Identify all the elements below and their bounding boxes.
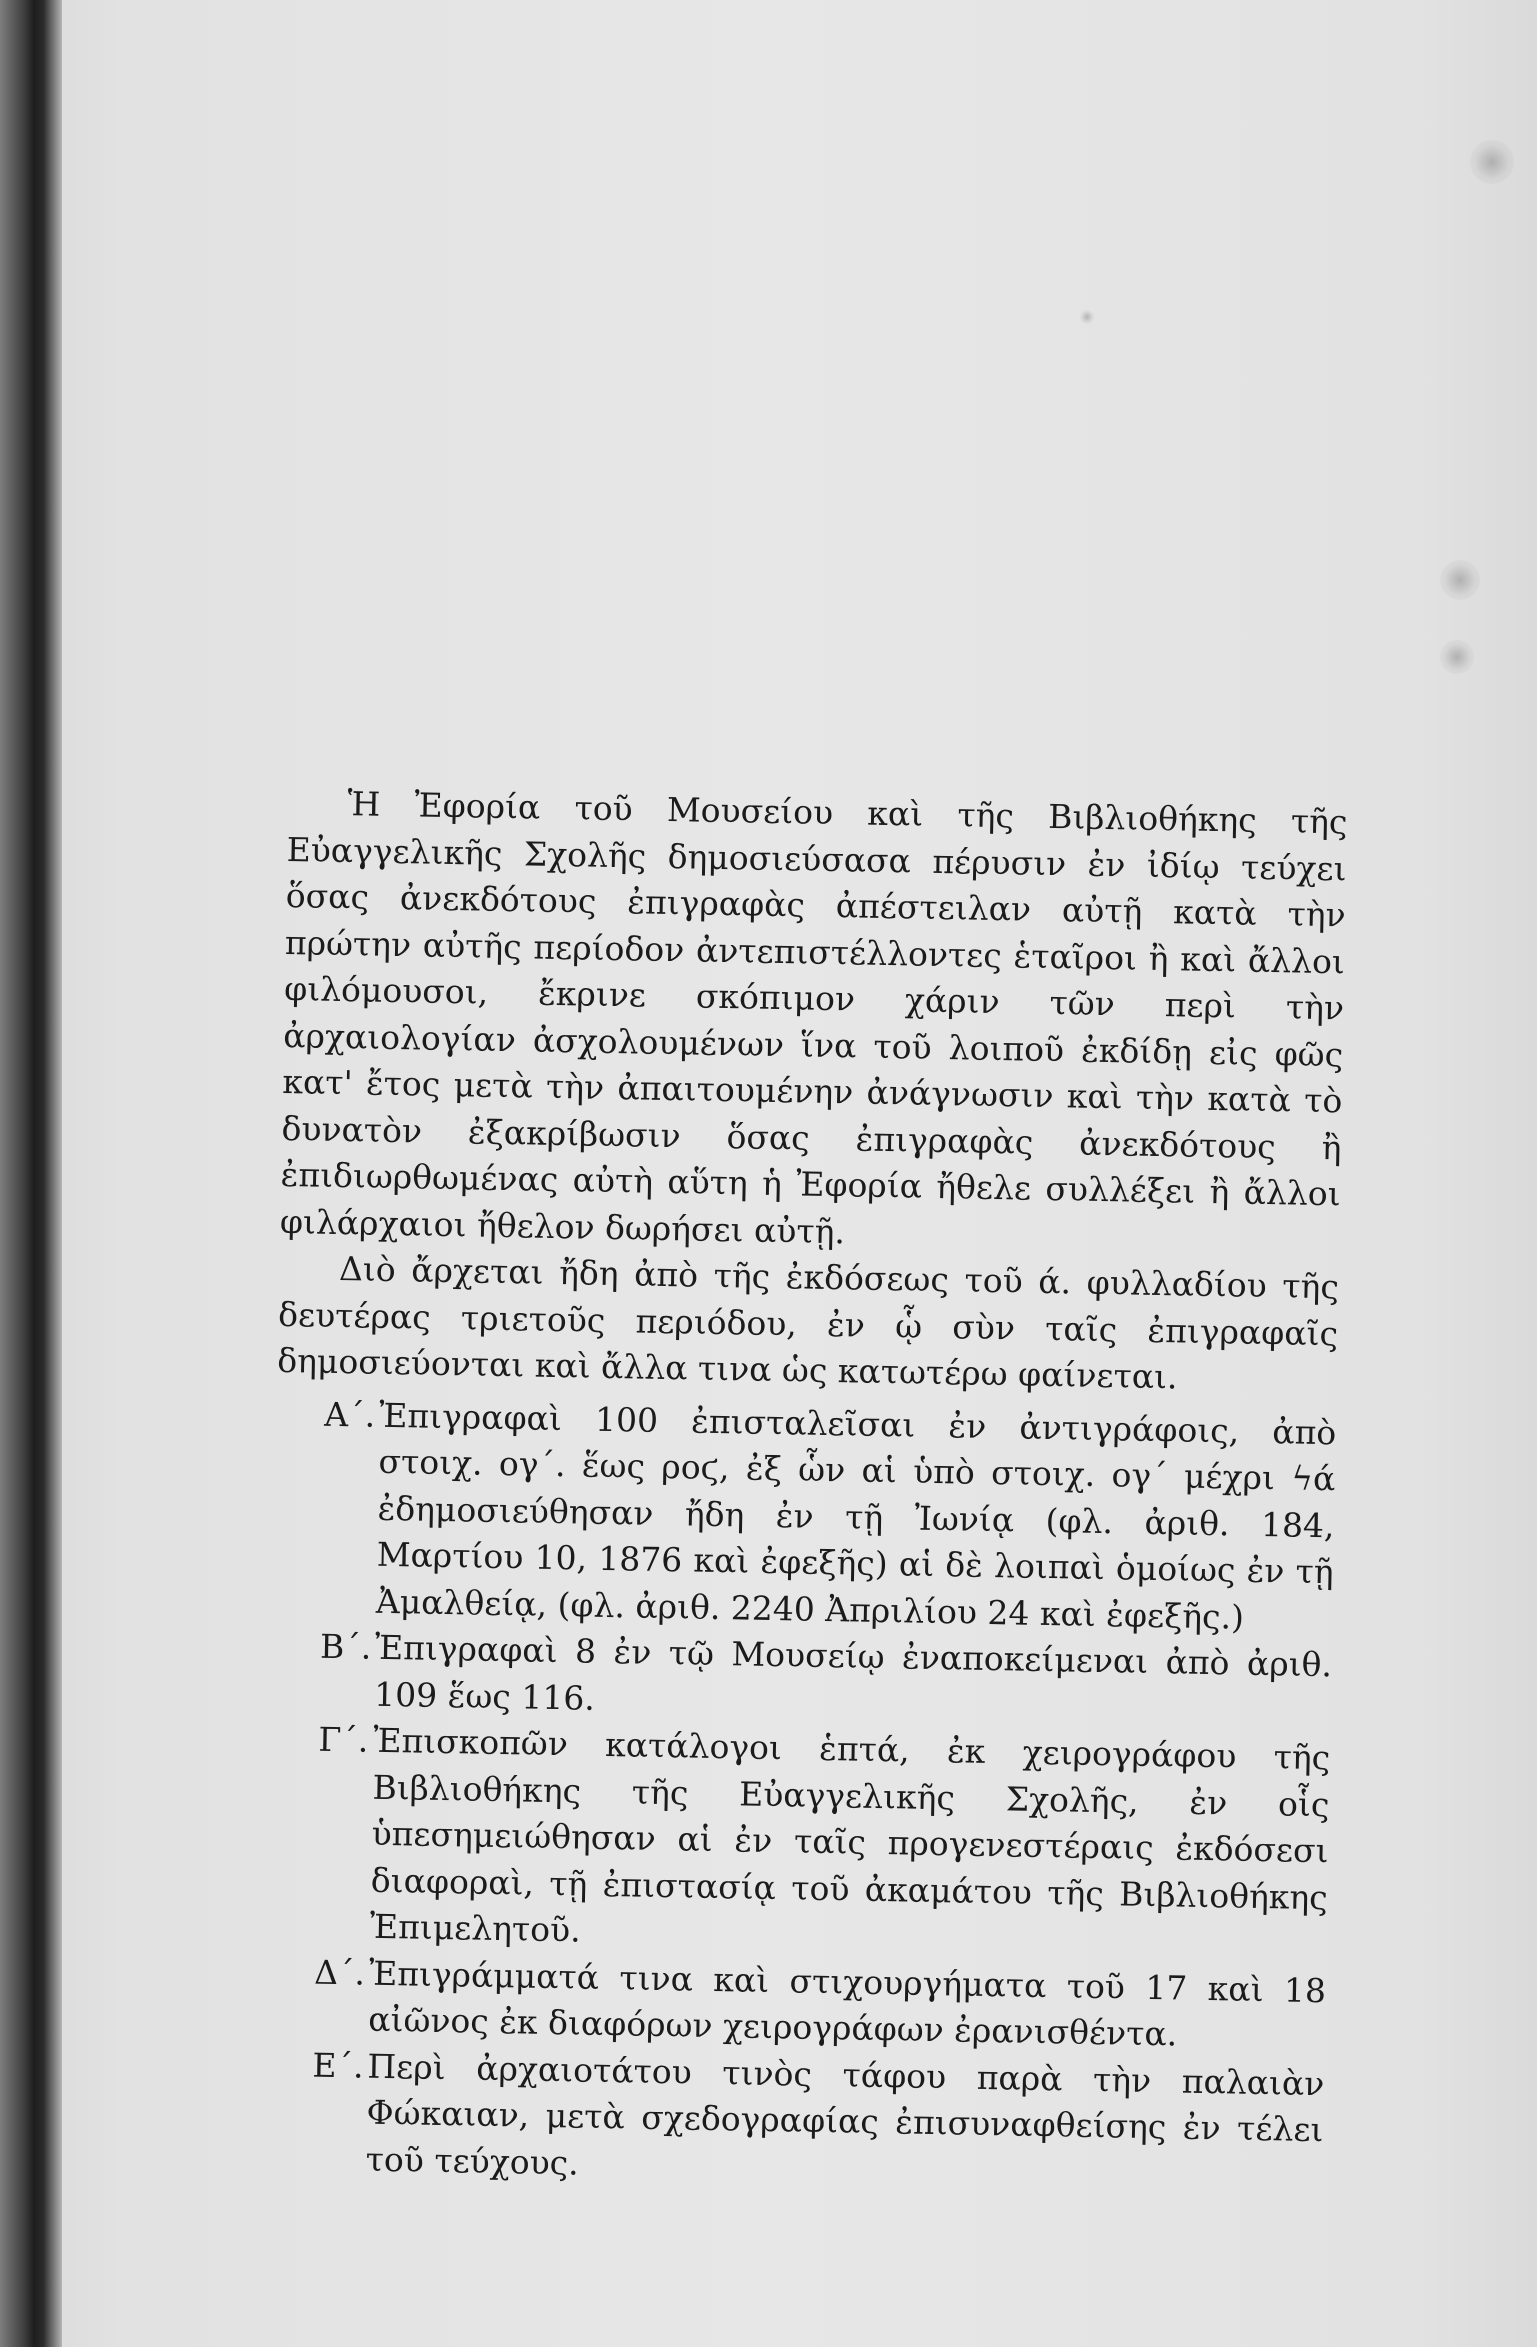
item-label: Β΄. [319,1626,372,1667]
intro-paragraph-2: Διὸ ἄρχεται ἤδη ἀπὸ τῆς ἐκδόσεως τοῦ ά. φυλλαδίου τῆς δευτέρας τριετοῦς περιόδου, ἐν ᾧ σὺν ταῖς ἐπιγραφαῖς δημοσιεύονται καὶ ἄλλα τινα ὡς κατωτέρω φαίνεται. [277,1249,1340,1397]
document-text [262,780,1347,2200]
item-text: Ἐπιγραφαὶ 8 ἐν τῷ Μουσείῳ ἐναποκείμεναι ἀπὸ ἀριθ. 109 ἕως 116. [373,1627,1333,1718]
contents-item-e [262,2041,1324,2200]
item-label: Δ΄. [313,1952,366,1993]
ink-smudge-right-1 [1440,560,1480,600]
intro-paragraph-1: Ἡ Ἐφορία τοῦ Μουσείου καὶ τῆς Βιβλιοθήκης τῆς Εὐαγγελικῆς Σχολῆς δημοσιεύσασα πέρυσιν ἐν ἰδίῳ τεύχει ὅσας ἀνεκδότους ἐπιγραφὰς ἀπέστειλαν αὐτῇ κατὰ τὴν πρώτην αὐτῆς περίοδον ἀντεπιστέλλοντες ἑταῖροι ἢ καὶ ἄλλοι φιλόμουσοι, ἔκρινε σκόπιμον χάριν τῶν περὶ τὴν ἀρχαιολογίαν ἀσχολουμένων ἵνα τοῦ λοιποῦ ἐκδίδῃ εἰς φῶς κατ' ἔτος μετὰ τὴν ἀπαιτουμένην ἀνάγνωσιν καὶ τὴν κατὰ τὸ δυνατὸν ἐξακρίβωσιν ὅσας ἐπιγραφὰς ἀνεκδότους ἢ ἐπιδιωρθωμένας αὐτὴ αὕτη ἡ Ἐφορία ἤθελε συλλέξει ἢ ἄλλοι φιλάρχαιοι ἤθελον δωρήσει αὐτῇ. [279,784,1348,1251]
ink-smudge-right-2 [1440,640,1474,674]
contents-list [262,1390,1336,2200]
item-text: Ἐπισκοπῶν κατάλογοι ἑπτά, ἐκ χειρογράφου τῆς Βιβλιοθήκης τῆς Εὐαγγελικῆς Σχολῆς, ἐν οἷς ὑπεσημειώθησαν αἱ ἐν ταῖς προγενεστέραις ἐκδόσεσι διαφοραὶ, τῇ ἐπιστασίᾳ τοῦ ἀκαμάτου τῆς Βιβλιοθήκης Ἐπιμελητοῦ. [369,1720,1331,1950]
book-binding-edge [0,0,62,2347]
item-text: Ἐπιγραφαὶ 100 ἐπισταλεῖσαι ἐν ἀντιγράφοις, ἀπὸ στοιχ. ογ΄. ἕως ρoϛ, ἐξ ὧν αἱ ὑπὸ στοιχ. ογ΄ μέχρι ϟά ἐδημοσιεύθησαν ἤδη ἐν τῇ Ἰωνίᾳ (φλ. ἀριθ. 184, Μαρτίου 10, 1876 καὶ ἐφεξῆς) αἱ δὲ λοιπαὶ ὁμοίως ἐν τῇ Ἀμαλθείᾳ, (φλ. ἀριθ. 2240 Ἀπριλίου 24 καὶ ἐφεξῆς.) [375,1395,1337,1637]
contents-item-a [273,1390,1337,1642]
ink-smudge-small [1080,310,1094,324]
item-text: Ἐπιγράμματά τινα καὶ στιχουργήματα τοῦ 17 καὶ 18 αἰῶνος ἐκ διαφόρων χειρογράφων ἐρανισθέντα. [367,1953,1327,2054]
item-label: Γ΄. [318,1719,369,1760]
ink-smudge-top [1470,140,1514,184]
item-label: Α΄. [324,1394,376,1435]
contents-item-c [267,1716,1331,1968]
item-text: Περὶ ἀρχαιοτάτου τινὸς τάφου παρὰ τὴν παλαιὰν Φώκαιαν, μετὰ σχεδογραφίας ἐπισυναφθείσης ἐν τέλει τοῦ τεύχους. [365,2046,1325,2183]
item-label: Ε΄. [312,2045,364,2086]
